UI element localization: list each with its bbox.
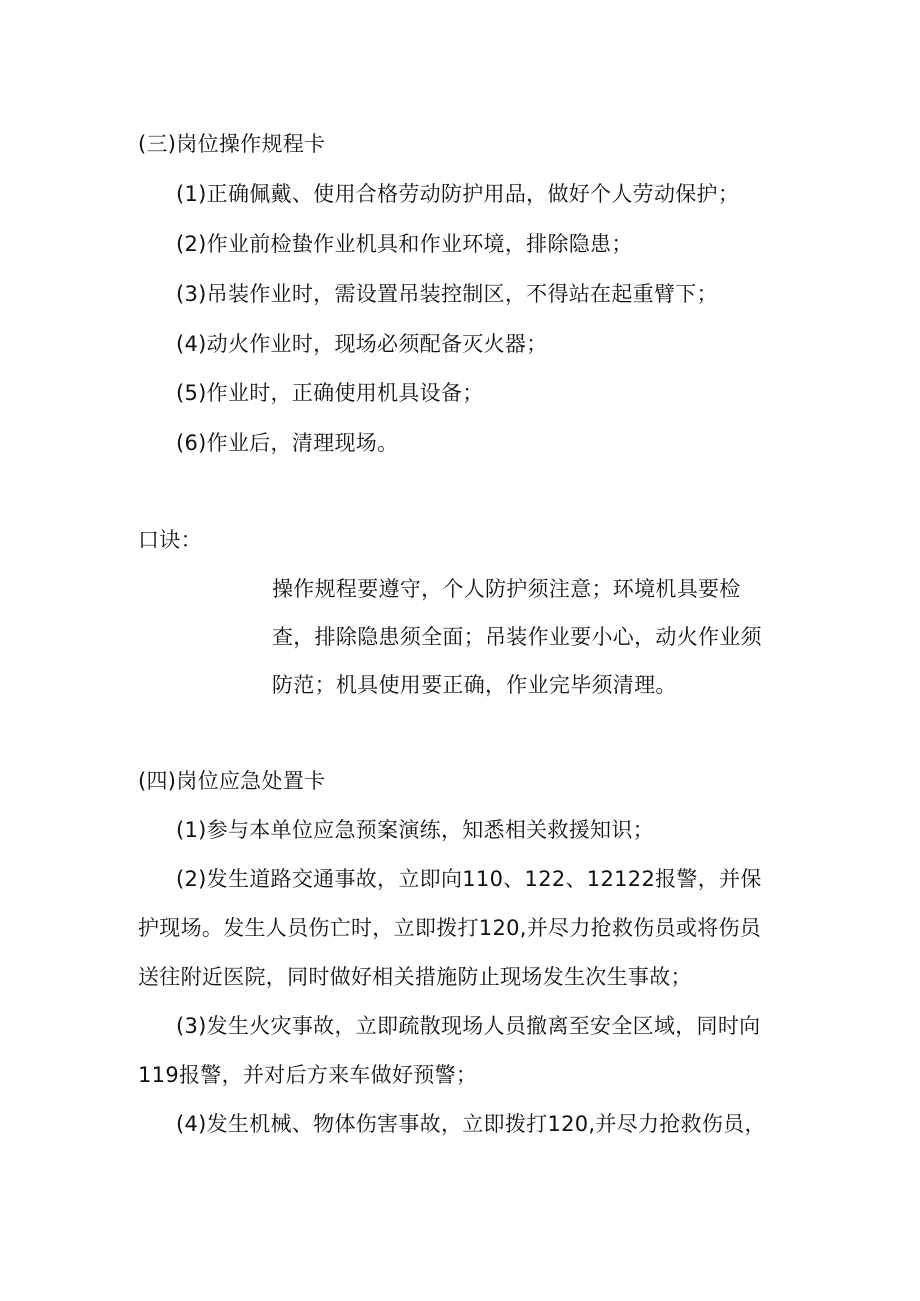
section4-item-3-line-1: (3)发生火灾事故，立即疏散现场人员撤离至安全区域，同时向 [176,1014,761,1038]
mnemonic-line-3: 防范；机具使用要正确，作业完毕须清理。 [272,673,677,697]
mnemonic-line-1: 操作规程要遵守，个人防护须注意；环境机具要检 [272,577,741,601]
section3-item-6: (6)作业后，清理现场。 [176,431,399,455]
section4-item-1: (1)参与本单位应急预案演练，知悉相关救援知识； [176,818,654,842]
section4-item-2-line-1: (2)发生道路交通事故，立即向110、122、12122报警，并保 [176,867,762,891]
section3-item-5: (5)作业时，正确使用机具设备； [176,381,484,405]
section3-item-2: (2)作业前检蛰作业机具和作业环境，排除隐患； [176,232,633,256]
mnemonic-line-2: 查，排除隐患须全面；吊装作业要小心，动火作业须 [272,625,762,649]
section4-item-3-line-2: 119报警，并对后方来车做好预警； [138,1063,478,1087]
section4-item-2-line-2: 护现场。发生人员伤亡时，立即拨打120,并尽力抢救伤员或将伤员 [138,916,762,940]
section3-item-3: (3)吊装作业时，需设置吊装控制区，不得站在起重臂下； [176,282,718,306]
section4-item-4-line-1: (4)发生机械、物体伤害事故，立即拨打120,并尽力抢救伤员， [176,1112,766,1136]
section3-item-1: (1)正确佩戴、使用合格劳动防护用品，做好个人劳动保护； [176,182,740,206]
section3-item-4: (4)动火作业时，现场必须配备灭火器； [176,332,548,356]
section4-item-2-line-3: 送往附近医院，同时做好相关措施防止现场发生次生事故； [138,965,692,989]
mnemonic-label: 口诀： [138,528,202,552]
section3-heading: (三)岗位操作规程卡 [138,132,326,156]
section4-heading: (四)岗位应急处置卡 [138,769,326,793]
